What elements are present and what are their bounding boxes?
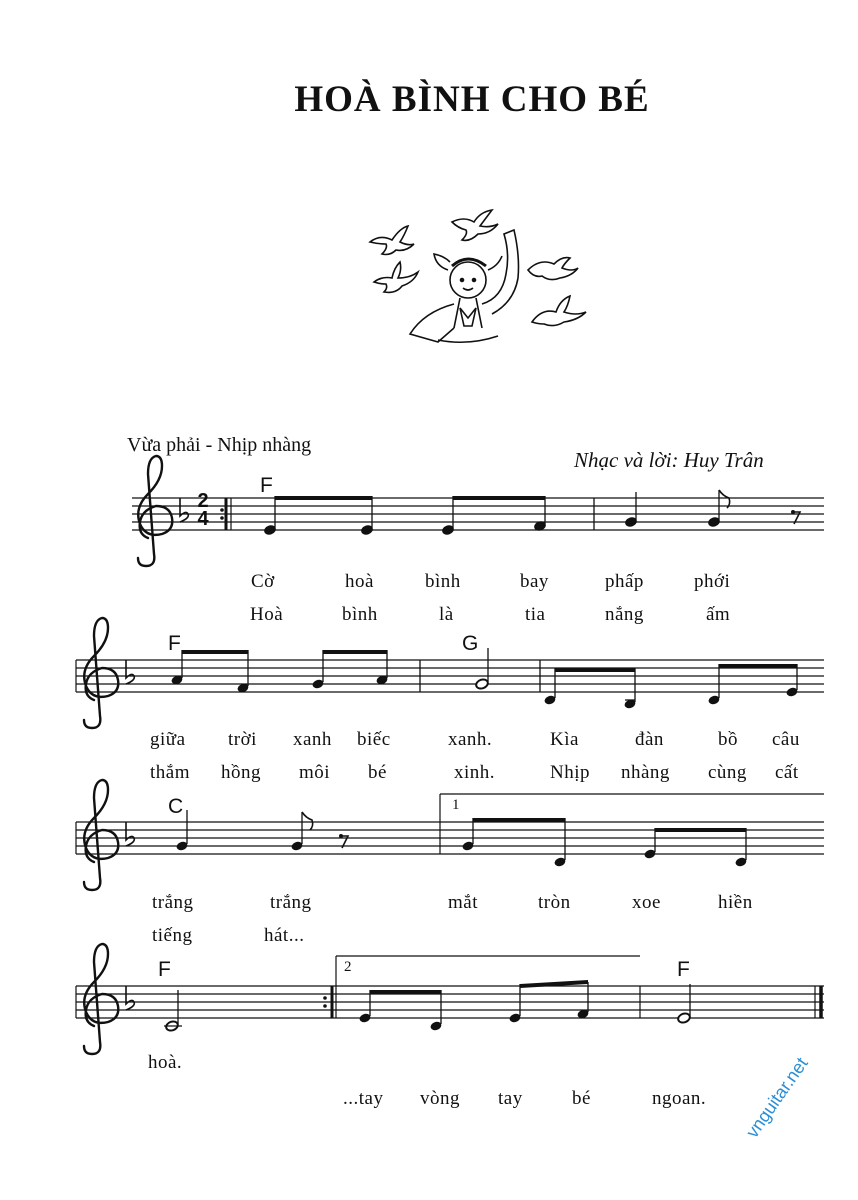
- lyric-word: Kìa: [550, 729, 579, 750]
- lyric-word: thắm: [150, 762, 190, 783]
- chord-symbol: F: [260, 474, 273, 497]
- chord-symbol: G: [462, 632, 479, 655]
- lyric-word: giữa: [150, 729, 186, 750]
- lyric-word: bé: [572, 1088, 591, 1109]
- lyric-word: bình: [342, 604, 378, 625]
- lyric-word: hát...: [264, 925, 305, 946]
- lyric-word: là: [439, 604, 454, 625]
- chord-symbol: C: [168, 795, 184, 818]
- lyric-word: ấm: [706, 604, 731, 625]
- lyric-word: xanh.: [448, 729, 493, 750]
- chord-symbol: F: [168, 632, 181, 655]
- lyric-word: xanh: [293, 729, 332, 750]
- lyric-word: đàn: [635, 729, 664, 750]
- lyric-word: bình: [425, 571, 461, 592]
- time-signature-bottom: 4: [197, 508, 209, 530]
- lyric-word: cùng: [708, 762, 747, 783]
- first-ending-number: 1: [452, 797, 460, 813]
- lyric-word: cất: [775, 762, 799, 783]
- lyric-word: bồ: [718, 729, 738, 750]
- lyric-word: trời: [228, 729, 257, 750]
- lyric-word: xoe: [632, 892, 661, 913]
- lyric-word: mắt: [448, 892, 478, 913]
- lyric-word: tròn: [538, 892, 571, 913]
- lyric-word: Cờ: [251, 571, 275, 592]
- lyric-word: trắng: [152, 892, 194, 913]
- lyric-word: Nhịp: [550, 762, 590, 783]
- lyric-word: hoà: [345, 571, 374, 592]
- second-ending-number: 2: [344, 959, 352, 975]
- lyric-word: hiền: [718, 892, 753, 913]
- lyric-word: môi: [299, 762, 331, 783]
- lyric-word: vòng: [420, 1088, 460, 1109]
- tempo-marking: Vừa phải - Nhịp nhàng: [127, 434, 312, 456]
- lyric-word: tiếng: [152, 925, 193, 946]
- lyric-word: phấp: [605, 571, 644, 592]
- lyric-word: phới: [694, 571, 731, 592]
- lyric-word: hồng: [221, 762, 261, 783]
- lyric-word: biếc: [357, 729, 391, 750]
- lyric-word: nhàng: [621, 762, 670, 783]
- lyric-word: Hoà: [250, 604, 284, 625]
- lyric-word: bé: [368, 762, 387, 783]
- lyric-word: tia: [525, 604, 546, 625]
- composer-credit: Nhạc và lời: Huy Trân: [574, 448, 764, 472]
- lyric-word: câu: [772, 729, 800, 750]
- page-title: HOÀ BÌNH CHO BÉ: [294, 79, 650, 120]
- lyric-word: hoà.: [148, 1052, 183, 1073]
- lyric-word: ngoan.: [652, 1088, 707, 1109]
- lyric-word: ...tay: [343, 1088, 384, 1109]
- watermark: vnguitar.net: [742, 1053, 812, 1142]
- lyric-word: bay: [520, 571, 549, 592]
- chord-symbol: F: [158, 958, 171, 981]
- time-signature-top: 2: [197, 490, 209, 512]
- lyric-word: trắng: [270, 892, 312, 913]
- lyric-word: xinh.: [454, 762, 496, 783]
- lyric-word: nắng: [605, 604, 644, 625]
- lyric-word: tay: [498, 1088, 523, 1109]
- chord-symbol: F: [677, 958, 690, 981]
